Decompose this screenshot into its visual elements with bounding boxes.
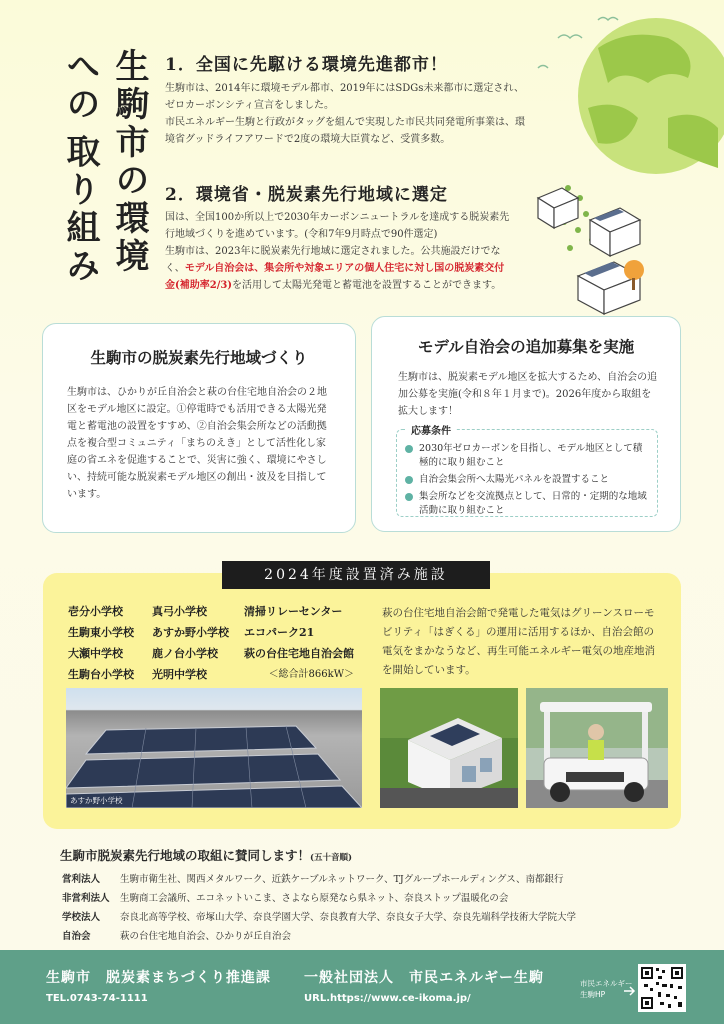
supporter-value: 萩の台住宅地自治会、ひかりが丘自治会 [120, 931, 292, 942]
facility-total: ＜総合計866kW＞ [268, 669, 354, 680]
arrow-right-icon [624, 986, 636, 996]
supporter-label: 自治会 [62, 931, 91, 942]
card-right-body: 生駒市は、脱炭素モデル地区を拡大するため、自治会の追加公募を実施(令和８年１月まで)。2026年度から取組を拡大します！ [398, 372, 658, 417]
supporter-label: 営利法人 [62, 874, 101, 885]
facility-item: あすか野小学校 [152, 626, 229, 639]
condition-item: 集会所などを交流拠点として、日常的・定期的な地域活動に取り組むこと [405, 490, 649, 518]
supporter-label: 非営利法人 [62, 893, 110, 904]
facility-item: 大瀬中学校 [68, 647, 123, 660]
supporters-note: (五十音順) [310, 853, 353, 863]
supporters-heading [60, 846, 352, 864]
title-line-2: 取り組み [60, 133, 100, 286]
facility-column-1 [68, 601, 134, 685]
facility-item: エコパーク21 [244, 626, 315, 639]
facility-item: 生駒東小学校 [68, 626, 134, 639]
conditions-list [405, 442, 649, 518]
section1-heading: 1．全国に先駆ける環境先進都市！ [165, 55, 448, 75]
section1-body [165, 80, 525, 148]
section2-paragraph-2 [165, 243, 510, 294]
card-left-body: 生駒市は、ひかりが丘自治会と萩の台住宅地自治会の２地区をモデル地区に設定。①停電時でも活用できる太陽光発電と蓄電池の設置をすすめ、②自治会集会所などの活動拠点を複合型コミュニティ「まちのえき」として活性化し家庭の省エネを促進することで、災害に強く、環境にやさしい、持続可能な脱炭素モデル地区の創出・波及を目指しています。 [67, 387, 327, 500]
supporter-value: 生駒商工会議所、エコネットいこま、さよなら原発なら県ネット、奈良ストップ温暖化の会 [120, 893, 509, 904]
condition-item: 自治会集会所へ太陽光パネルを設置すること [405, 473, 649, 487]
footer-org: 一般社団法人 市民エネルギー生駒 [304, 970, 544, 986]
facility-item: 真弓小学校 [152, 605, 207, 618]
supporter-row [62, 909, 682, 928]
supporter-value: 奈良北高等学校、帝塚山大学、奈良学園大学、奈良教育大学、奈良女子大学、奈良先端科学技術大学院大学 [120, 912, 577, 923]
card-left-title: 生駒市の脱炭素先行地域づくり [90, 348, 308, 367]
footer-city-dept: 生駒市 脱炭素まちづくり推進課 [46, 970, 271, 986]
section2-text-b: を活用して太陽光発電と蓄電池を設置することができます。 [232, 280, 502, 291]
section2-paragraph-1: 国は、全国100か所以上で2030年カーボンニュートラルを達成する脱炭素先行地域づくりを進めています。(令和7年9月時点で90件選定) [165, 212, 510, 240]
facility-item: 光明中学校 [152, 668, 207, 681]
facility-item: 生駒台小学校 [68, 668, 134, 681]
condition-item: 2030年ゼロカーボンを目指し、モデル地区として積極的に取り組むこと [405, 442, 649, 470]
card-decarbonization [42, 323, 356, 533]
slow-mobility-cart-photo [526, 688, 668, 808]
facilities-band: 2024年度設置済み施設 [222, 561, 490, 589]
section2-heading: 2．環境省・脱炭素先行地域に選定 [165, 185, 448, 205]
globe-illustration [528, 8, 724, 328]
facility-column-2 [152, 601, 229, 685]
facility-item: 萩の台住宅地自治会館 [244, 647, 354, 660]
facilities-description: 萩の台住宅地自治会館で発電した電気はグリーンスローモビリティ「はぎくる」の運用に活用するほか、自治会館の電気をまかなうなど、再生可能エネルギー電気の地産地消を開始しています。 [382, 607, 655, 676]
section1-paragraph-2: 市民エネルギー生駒と行政がタッグを組んで実現した市民共同発電所事業は、環境省グッドライフアワードで2度の環境大臣賞など、受賞多数。 [165, 117, 525, 145]
facility-item: 鹿ノ台小学校 [152, 647, 218, 660]
community-hall-photo [380, 688, 518, 808]
facility-item: 清掃リレーセンター [244, 605, 343, 618]
title-line-1: 生駒市の環境への [60, 48, 149, 276]
photo-caption: あすか野小学校 [70, 796, 123, 805]
footer [0, 950, 724, 1024]
supporters-list [62, 871, 682, 947]
footer-url[interactable]: URL.https://www.ce-ikoma.jp/ [304, 993, 471, 1004]
supporter-row [62, 871, 682, 890]
supporter-label: 学校法人 [62, 912, 101, 923]
qr-label-line-1: 市民エネルギー [580, 979, 633, 988]
solar-panel-photo [66, 688, 362, 808]
facility-column-3 [244, 601, 354, 685]
section2-highlight: モデル自治会は、集会所や対象エリアの個人住宅に対し国の脱炭素交付金(補助率2/3) [165, 263, 505, 291]
section2-text-a: 生駒市は、2023年に脱炭素先行地域に選定されました。公共施設だけでなく、 [165, 246, 501, 274]
qr-code-icon[interactable] [638, 964, 686, 1012]
facility-item: 壱分小学校 [68, 605, 123, 618]
supporter-value: 生駒市衛生社、関西メタルワーク、近鉄ケーブルネットワーク、TJグループホールディングス、南都銀行 [120, 874, 564, 885]
page-title [44, 48, 154, 308]
supporter-row [62, 928, 682, 947]
card-recruitment [371, 316, 681, 532]
qr-label-line-2: 生駒HP [580, 990, 606, 999]
supporters-title: 生駒市脱炭素先行地域の取組に賛同します！ [60, 848, 311, 863]
conditions-box [396, 426, 658, 517]
section1-paragraph-1: 生駒市は、2014年に環境モデル都市、2019年にはSDGs未来都市に選定され、ゼロカーボンシティ宣言をしました。 [165, 83, 524, 111]
supporter-row [62, 890, 682, 909]
section2-body [165, 209, 510, 294]
card-right-title: モデル自治会の追加募集を実施 [417, 337, 635, 356]
conditions-title: 応募条件 [407, 422, 455, 437]
footer-tel: TEL.0743-74-1111 [46, 993, 148, 1004]
